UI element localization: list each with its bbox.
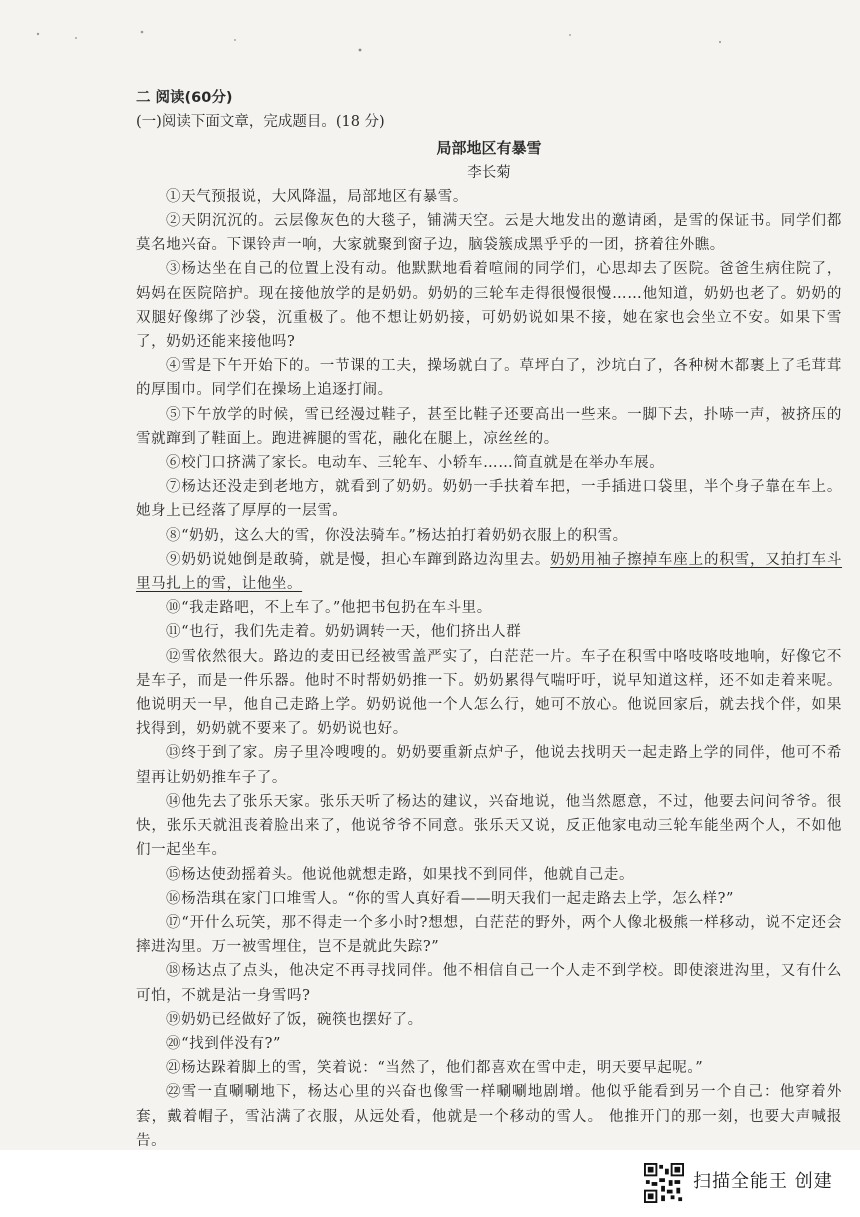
paragraph-3: ③杨达坐在自己的位置上没有动。他默默地看着喧闹的同学们，心思却去了医院。爸爸生病住院了，妈妈在医院陪护。现在接他放学的是奶奶。奶奶的三轮车走得很慢很慢……他知道，奶奶也老了。奶奶的双腿好像绑了沙袋，沉重极了。他不想让奶奶接，可奶奶说如果不接，她在家也会坐立不安。如果下雪了，奶奶还能来接他吗? (136, 261, 842, 351)
article-author: 李长菊 (467, 164, 511, 181)
paragraph-14: ⑭他先去了张乐天家。张乐天听了杨达的建议，兴奋地说，他当然愿意，不过，他要去问问爷爷。很快，张乐天就沮丧着脸出来了，他说爷爷不同意。张乐天又说，反正他家电动三轮车能坐两个人，不如他们一起坐车。 (136, 793, 842, 859)
paragraph-1: ①天气预报说，大风降温，局部地区有暴雪。 (166, 188, 468, 205)
paragraph-9 (136, 548, 842, 596)
paragraph-21: ㉑杨达跺着脚上的雪，笑着说：“当然了，他们都喜欢在雪中走，明天要早起呢。” (166, 1060, 704, 1077)
article-title: 局部地区有暴雪 (436, 139, 542, 158)
paragraph-5: ⑤下午放学的时候，雪已经漫过鞋子，甚至比鞋子还要高出一些来。一脚下去，扑哧一声，被挤压的雪就蹿到了鞋面上。跑进裤腿的雪花，融化在腿上，凉丝丝的。 (136, 406, 842, 447)
scanner-watermark: 扫描全能王 创建 (693, 1171, 833, 1192)
scan-specks (30, 28, 830, 68)
paragraph-10: ⑩“我走路吧，不上车了。”他把书包扔在车斗里。 (166, 600, 492, 617)
paragraph-22: ㉒雪一直唰唰地下，杨达心里的兴奋也像雪一样唰唰地剧增。他似乎能看到另一个自己：他穿着外套，戴着帽子，雪沾满了衣服，从远处看，他就是一个移动的雪人。 他推开门的那一刻，也要大声喊报告。 (136, 1084, 842, 1149)
exam-text (136, 86, 842, 1177)
instruction: (一)阅读下面文章，完成题目。(18 分) (136, 114, 385, 131)
paragraph-4: ④雪是下午开始下的。一节课的工夫，操场就白了。草坪白了，沙坑白了，各种树木都裹上了毛茸茸的厚围巾。同学们在操场上追逐打闹。 (136, 358, 842, 399)
paragraph-2: ②天阴沉沉的。云层像灰色的大毯子，铺满天空。云是大地发出的邀请函，是雪的保证书。同学们都莫名地兴奋。下课铃声一响，大家就聚到窗子边，脑袋簇成黑乎乎的一团，挤着往外瞧。 (136, 213, 842, 254)
paragraph-19: ⑲奶奶已经做好了饭，碗筷也摆好了。 (166, 1011, 423, 1028)
section-heading: 二 阅读(60分) (136, 90, 233, 106)
paragraph-7: ⑦杨达还没走到老地方，就看到了奶奶。奶奶一手扶着车把，一手插进口袋里，半个身子靠在车上。她身上已经落了厚厚的一层雪。 (136, 479, 842, 520)
qr-code-icon (644, 1163, 684, 1203)
paragraph-20: ⑳“找到伴没有?” (166, 1035, 281, 1052)
paragraph-15: ⑮杨达使劲摇着头。他说他就想走路，如果找不到同伴，他就自己走。 (166, 866, 635, 883)
paragraph-9-text: ⑨奶奶说她倒是敢骑，就是慢，担心车蹿到路边沟里去。 (166, 551, 551, 568)
underlined-sentence: 奶奶用袖子擦掉车座上的积雪，又拍打车斗里马扎上的雪，让他坐。 (136, 551, 843, 593)
paragraph-8: ⑧“奶奶，这么大的雪，你没法骑车。”杨达拍打着奶奶衣服上的积雪。 (166, 527, 628, 544)
paragraph-18: ⑱杨达点了点头，他决定不再寻找同伴。他不相信自己一个人走不到学校。即使滚进沟里，又有什么可怕，不就是沾一身雪吗? (136, 963, 842, 1004)
paragraph-13: ⑬终于到了家。房子里冷嗖嗖的。奶奶要重新点炉子，他说去找明天一起走路上学的同伴，他可不希望再让奶奶推车子了。 (136, 745, 842, 786)
paragraph-16: ⑯杨浩琪在家门口堆雪人。“你的雪人真好看——明天我们一起走路去上学，怎么样?” (166, 890, 734, 907)
paragraph-17: ⑰“开什么玩笑，那不得走一个多小时?想想，白茫茫的野外，两个人像北极熊一样移动，说不定还会摔进沟里。万一被雪埋住，岂不是就此失踪?” (136, 914, 842, 956)
paragraph-11: ⑪“也行，我们先走着。奶奶调转一天，他们挤出人群 (166, 624, 522, 641)
paragraph-12: ⑫雪依然很大。路边的麦田已经被雪盖严实了，白茫茫一片。车子在积雪中咯吱咯吱地响，好像它不是车子，而是一件乐器。他时不时帮奶奶推一下。奶奶累得气喘吁吁，说早知道这样，还不如走着来呢。他说明天一早，他自己走路上学。奶奶说他一个人怎么行，她可不放心。他说回家后，就去找个伴，如果找得到，奶奶就不要来了。奶奶说也好。 (136, 648, 842, 738)
paragraph-6: ⑥校门口挤满了家长。电动车、三轮车、小轿车……简直就是在举办车展。 (166, 455, 665, 472)
